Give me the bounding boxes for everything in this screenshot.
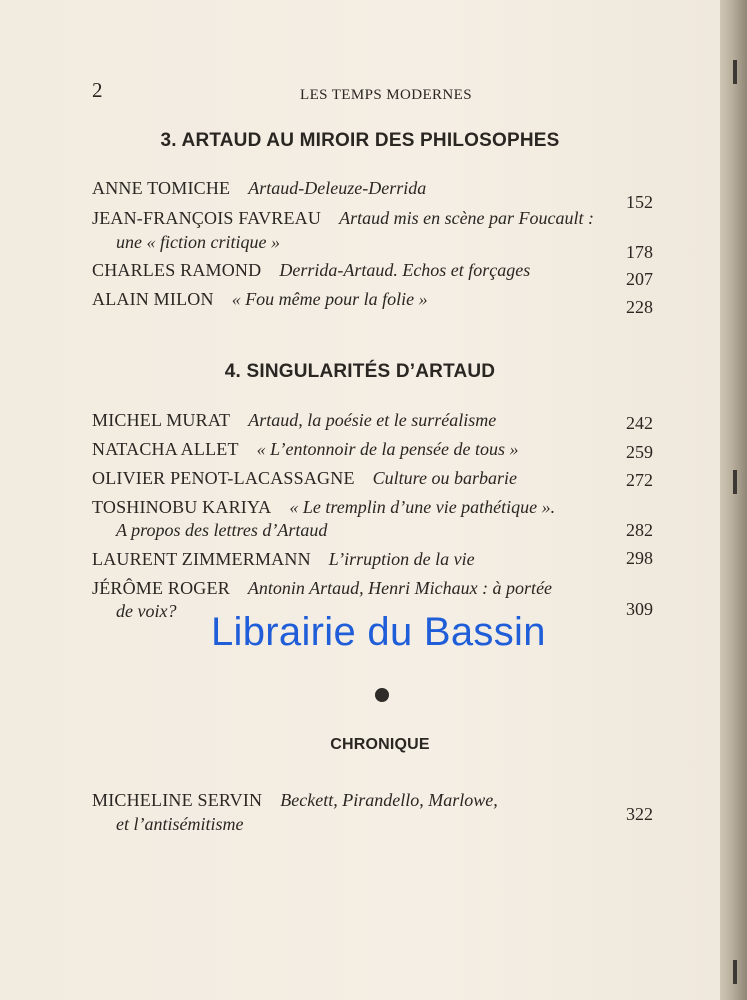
entry-page: 207 [626,269,653,289]
toc-entry [92,468,517,489]
entry-author: ANNE TOMICHE [92,178,231,198]
show-through-text [240,10,253,67]
entry-page: 228 [626,297,653,317]
entry-page: 272 [626,470,653,490]
entry-title-continued: et l’antisémitisme [116,814,244,834]
entry-page: 282 [626,520,653,540]
entry-page: 309 [626,599,653,619]
entry-page: 242 [626,413,653,433]
entry-title: Artaud-Deleuze-Derrida [248,178,427,198]
entry-page: 298 [626,548,653,568]
edge-mark [733,960,737,984]
entry-title-continued: A propos des lettres d’Artaud [116,520,328,540]
entry-title: Artaud, la poésie et le surréalisme [248,410,497,430]
entry-author: MICHELINE SERVIN [92,790,263,810]
page-number: 2 [92,78,103,102]
entry-title: Derrida-Artaud. Echos et forçages [279,260,531,280]
running-head: LES TEMPS MODERNES [300,87,472,103]
entry-title: « Le tremplin d’une vie pathétique ». [289,497,556,517]
entry-title: Antonin Artaud, Henri Michaux : à portée [247,578,553,598]
toc-entry [92,260,530,281]
entry-author: TOSHINOBU KARIYA [92,497,272,517]
entry-author: ALAIN MILON [92,289,214,309]
toc-entry-continuation [116,232,280,253]
toc-entry [92,578,552,599]
entry-page: 322 [626,804,653,824]
entry-author: OLIVIER PENOT-LACASSAGNE [92,468,355,488]
edge-mark [733,470,737,494]
bookseller-watermark: Librairie du Bassin [211,610,546,654]
chronique-title: CHRONIQUE [330,736,430,753]
section-4-title: 4. SINGULARITÉS D’ARTAUD [224,361,496,382]
toc-entry [92,178,426,199]
entry-author: JÉRÔME ROGER [92,578,230,598]
entry-title: « Fou même pour la folie » [231,289,428,309]
entry-page: 178 [626,242,653,262]
toc-entry [92,790,498,811]
toc-entry [92,549,475,570]
entry-title: L’irruption de la vie [328,549,475,569]
entry-title-continued: une « fiction critique » [116,232,280,252]
toc-entry-continuation [116,601,176,622]
entry-author: LAURENT ZIMMERMANN [92,549,311,569]
toc-entry [92,497,555,518]
entry-title: Artaud mis en scène par Foucault : [339,208,595,228]
toc-entry [92,410,496,431]
toc-entry [92,439,518,460]
entry-title-continued: de voix? [116,601,177,621]
edge-mark [733,60,737,84]
entry-author: CHARLES RAMOND [92,260,262,280]
entry-page: 259 [626,442,653,462]
entry-author: JEAN-FRANÇOIS FAVREAU [92,208,322,228]
toc-entry-continuation [116,520,327,541]
entry-title: Beckett, Pirandello, Marlowe, [280,790,498,810]
ornament-bullet-icon [375,688,389,702]
entry-title: Culture ou barbarie [372,468,517,488]
entry-author: MICHEL MURAT [92,410,231,430]
toc-entry [92,289,428,310]
toc-entry-continuation [116,814,243,835]
entry-page: 152 [626,192,653,212]
entry-title: « L’entonnoir de la pensée de tous » [256,439,519,459]
section-3-title: 3. ARTAUD AU MIROIR DES PHILOSOPHES [160,130,560,151]
toc-entry [92,208,594,229]
page-edge-stack [720,0,747,1000]
entry-author: NATACHA ALLET [92,439,239,459]
